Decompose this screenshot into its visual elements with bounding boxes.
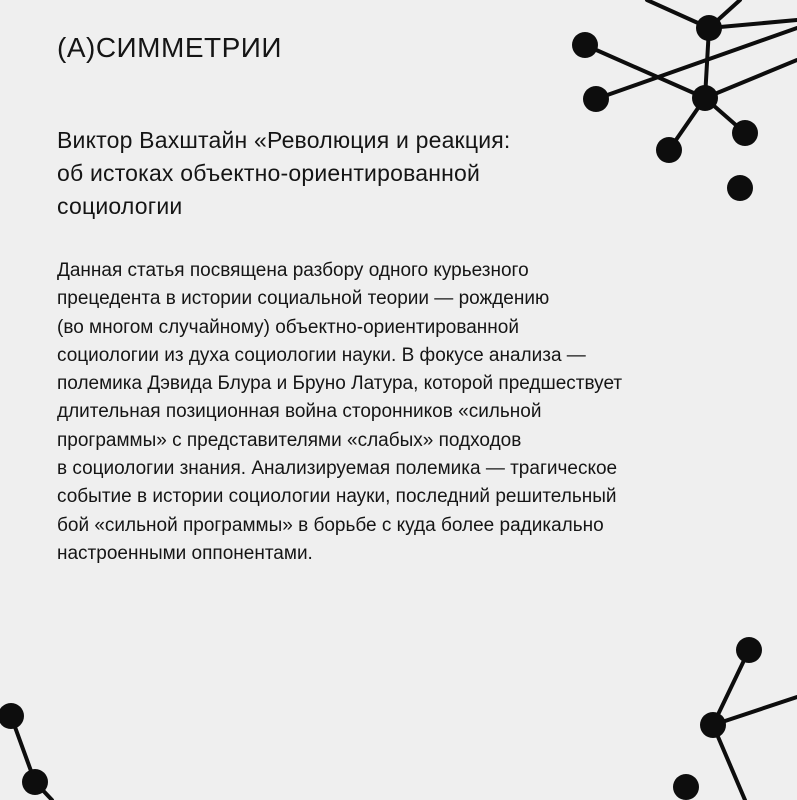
article-title-line: социологии [57, 193, 183, 219]
abstract-line: событие в истории социологии науки, последний решительный [57, 486, 617, 508]
abstract-line: полемика Дэвида Блура и Бруно Латура, которой предшествует [57, 373, 623, 395]
brand-logo-text: (А)СИММЕТРИИ [57, 32, 283, 63]
abstract-line: настроенными оппонентами. [57, 542, 313, 564]
abstract-line: длительная позиционная война сторонников «сильной [57, 401, 542, 423]
abstract-line: в социологии знания. Анализируемая полемика — трагическое [57, 458, 618, 480]
abstract-line: (во многом случайному) объектно-ориентированной [57, 316, 519, 338]
abstract-line: Данная статья посвящена разбору одного курьезного [57, 260, 529, 281]
abstract-line: программы» с представителями «слабых» подходов [57, 429, 522, 451]
abstract-line: бой «сильной программы» в борьбе с куда более радикально [57, 514, 604, 536]
article-title-line: об истоках объектно-ориентированной [57, 160, 481, 186]
article-title-line: Виктор Вахштайн «Революция и реакция: [57, 127, 511, 153]
abstract-line: прецедента в истории социальной теории — рождению [57, 288, 550, 310]
abstract-line: социологии из духа социологии науки. В фокусе анализа — [57, 344, 586, 366]
